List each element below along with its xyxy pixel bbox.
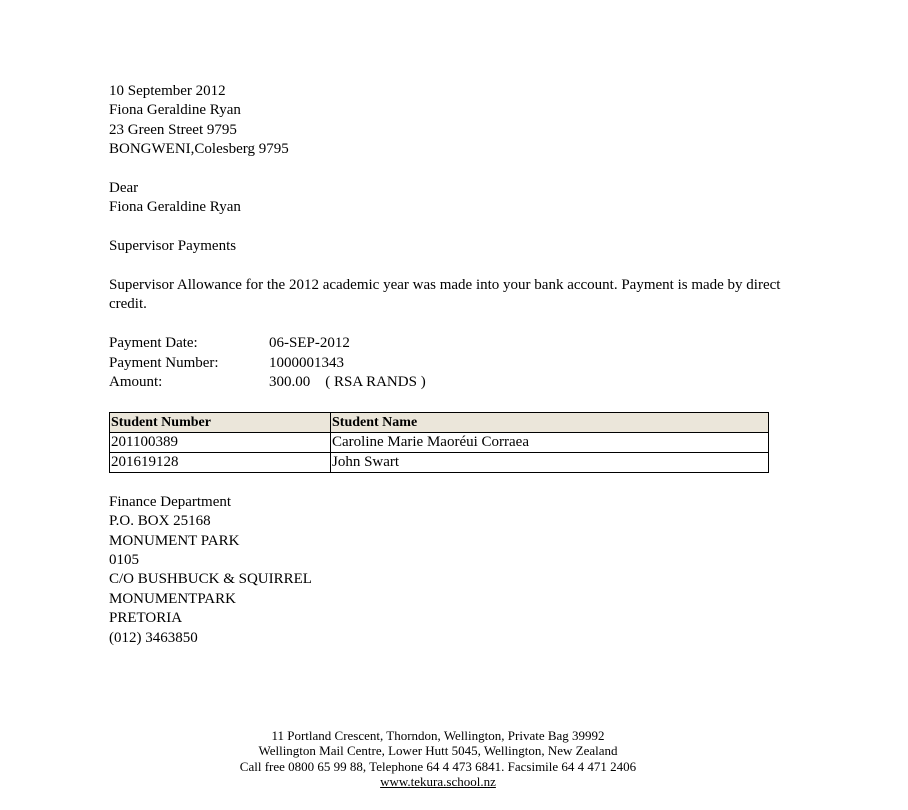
footer-address-line1: 11 Portland Crescent, Thorndon, Wellington, Private Bag 39992 — [271, 728, 605, 743]
sender-line: P.O. BOX 25168 — [109, 513, 211, 530]
student-name-cell: John Swart — [331, 452, 769, 472]
payment-date-row — [109, 334, 789, 353]
payment-amount-label: Amount: — [109, 374, 163, 391]
salutation: Dear — [109, 180, 139, 197]
footer-contact-line: Call free 0800 65 99 88, Telephone 64 4 473 6841. Facsimile 64 4 471 2406 — [239, 758, 637, 774]
payment-number-label: Payment Number: — [109, 354, 219, 371]
footer-website-link[interactable]: www.tekura.school.nz — [380, 774, 496, 790]
table-header-row — [110, 412, 769, 432]
payment-date-label: Payment Date: — [109, 335, 198, 352]
payment-number-row — [109, 354, 789, 373]
footer-address-line2: Wellington Mail Centre, Lower Hutt 5045, Wellington, New Zealand — [258, 743, 618, 759]
sender-line: 0105 — [109, 552, 139, 569]
sender-line: Finance Department — [109, 493, 232, 510]
table-row — [110, 432, 769, 452]
student-number-cell: 201100389 — [110, 432, 331, 452]
student-name-cell: Caroline Marie Maoréui Corraea — [331, 432, 769, 452]
recipient-name: Fiona Geraldine Ryan — [109, 102, 241, 119]
student-number-header: Student Number — [110, 412, 331, 432]
student-name-header: Student Name — [331, 412, 769, 432]
recipient-address-line1: 23 Green Street 9795 — [109, 121, 237, 138]
salutation-name: Fiona Geraldine Ryan — [109, 199, 241, 216]
student-number-cell: 201619128 — [110, 452, 331, 472]
letter-date: 10 September 2012 — [109, 83, 226, 99]
students-table — [109, 412, 769, 473]
sender-line: PRETORIA — [109, 610, 183, 627]
letter-subject: Supervisor Payments — [109, 238, 237, 255]
sender-address — [109, 493, 789, 648]
sender-line: (012) 3463850 — [109, 629, 198, 646]
sender-line: C/O BUSHBUCK & SQUIRREL — [109, 571, 312, 588]
page-footer — [0, 728, 876, 790]
payment-number-value: 1000001343 — [269, 354, 344, 371]
letter-body-paragraph: Supervisor Allowance for the 2012 academic year was made into your bank account. Payment is made by direct credit. — [109, 277, 781, 313]
payment-date-value: 06-SEP-2012 — [269, 335, 350, 352]
sender-line: MONUMENT PARK — [109, 532, 240, 549]
sender-line: MONUMENTPARK — [109, 590, 236, 607]
recipient-address-line2: BONGWENI,Colesberg 9795 — [109, 141, 289, 158]
table-row — [110, 452, 769, 472]
payment-amount-value: 300.00 ( RSA RANDS ) — [269, 374, 426, 391]
letter-body — [109, 82, 789, 648]
payment-amount-row — [109, 373, 789, 392]
